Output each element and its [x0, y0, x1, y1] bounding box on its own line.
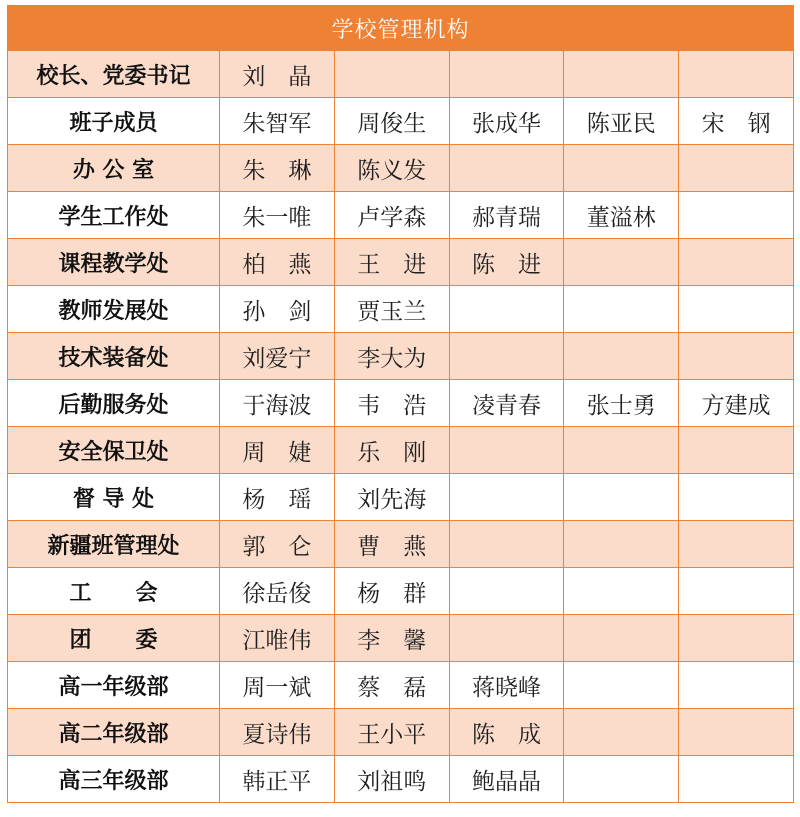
member-name-cell: 周 婕 [220, 427, 335, 474]
member-name-cell [679, 427, 794, 474]
member-name-cell [564, 709, 679, 756]
member-name-cell: 蔡 磊 [334, 662, 449, 709]
member-name-cell: 孙 剑 [220, 286, 335, 333]
member-name-cell: 朱一唯 [220, 192, 335, 239]
table-row [8, 615, 794, 662]
member-name-cell [449, 51, 564, 98]
member-name-cell [679, 521, 794, 568]
member-name-cell [679, 51, 794, 98]
member-name-cell: 柏 燕 [220, 239, 335, 286]
member-name-cell [564, 239, 679, 286]
member-name-cell [449, 474, 564, 521]
member-name-cell: 杨 瑶 [220, 474, 335, 521]
member-name-cell: 方建成 [679, 380, 794, 427]
department-name-cell: 督 导 处 [8, 474, 220, 521]
member-name-cell [449, 427, 564, 474]
member-name-cell: 陈义发 [334, 145, 449, 192]
member-name-cell [679, 568, 794, 615]
member-name-cell: 周一斌 [220, 662, 335, 709]
department-name-cell: 工 会 [8, 568, 220, 615]
department-name-cell: 教师发展处 [8, 286, 220, 333]
member-name-cell [679, 474, 794, 521]
member-name-cell [679, 662, 794, 709]
member-name-cell [449, 615, 564, 662]
member-name-cell: 曹 燕 [334, 521, 449, 568]
member-name-cell [564, 568, 679, 615]
member-name-cell: 乐 刚 [334, 427, 449, 474]
table-row [8, 239, 794, 286]
table-row [8, 427, 794, 474]
member-name-cell [679, 615, 794, 662]
department-name-cell: 高三年级部 [8, 756, 220, 803]
table-row [8, 709, 794, 756]
member-name-cell: 张成华 [449, 98, 564, 145]
table-row [8, 145, 794, 192]
table-row [8, 98, 794, 145]
member-name-cell: 陈 成 [449, 709, 564, 756]
table-row [8, 380, 794, 427]
department-name-cell: 后勤服务处 [8, 380, 220, 427]
member-name-cell: 韦 浩 [334, 380, 449, 427]
member-name-cell: 朱智军 [220, 98, 335, 145]
member-name-cell: 张士勇 [564, 380, 679, 427]
member-name-cell: 卢学森 [334, 192, 449, 239]
member-name-cell [564, 51, 679, 98]
member-name-cell [679, 192, 794, 239]
department-name-cell: 课程教学处 [8, 239, 220, 286]
member-name-cell: 李 馨 [334, 615, 449, 662]
member-name-cell [564, 756, 679, 803]
member-name-cell: 贾玉兰 [334, 286, 449, 333]
member-name-cell [679, 286, 794, 333]
member-name-cell [449, 333, 564, 380]
member-name-cell: 夏诗伟 [220, 709, 335, 756]
department-name-cell: 学生工作处 [8, 192, 220, 239]
table-row [8, 474, 794, 521]
table-header-row [8, 6, 794, 51]
department-name-cell: 班子成员 [8, 98, 220, 145]
department-name-cell: 高一年级部 [8, 662, 220, 709]
management-structure-table [7, 5, 794, 803]
member-name-cell [679, 145, 794, 192]
member-name-cell: 周俊生 [334, 98, 449, 145]
member-name-cell: 蒋晓峰 [449, 662, 564, 709]
member-name-cell: 宋 钢 [679, 98, 794, 145]
member-name-cell: 凌青春 [449, 380, 564, 427]
member-name-cell: 刘祖鸣 [334, 756, 449, 803]
member-name-cell: 王小平 [334, 709, 449, 756]
member-name-cell: 李大为 [334, 333, 449, 380]
table-row [8, 192, 794, 239]
member-name-cell: 郭 仑 [220, 521, 335, 568]
member-name-cell: 朱 琳 [220, 145, 335, 192]
member-name-cell: 杨 群 [334, 568, 449, 615]
member-name-cell [679, 333, 794, 380]
member-name-cell: 江唯伟 [220, 615, 335, 662]
member-name-cell: 董溢林 [564, 192, 679, 239]
member-name-cell: 郝青瑞 [449, 192, 564, 239]
table-row [8, 51, 794, 98]
member-name-cell [449, 521, 564, 568]
table-row [8, 521, 794, 568]
member-name-cell: 陈 进 [449, 239, 564, 286]
department-name-cell: 安全保卫处 [8, 427, 220, 474]
member-name-cell [679, 709, 794, 756]
member-name-cell [564, 521, 679, 568]
member-name-cell [564, 662, 679, 709]
member-name-cell [564, 427, 679, 474]
department-name-cell: 技术装备处 [8, 333, 220, 380]
table-row [8, 333, 794, 380]
department-name-cell: 新疆班管理处 [8, 521, 220, 568]
member-name-cell: 鲍晶晶 [449, 756, 564, 803]
member-name-cell: 于海波 [220, 380, 335, 427]
member-name-cell: 徐岳俊 [220, 568, 335, 615]
table-body [8, 51, 794, 803]
member-name-cell [679, 239, 794, 286]
member-name-cell [679, 756, 794, 803]
member-name-cell [449, 568, 564, 615]
member-name-cell [334, 51, 449, 98]
member-name-cell: 刘爱宁 [220, 333, 335, 380]
department-name-cell: 团 委 [8, 615, 220, 662]
member-name-cell: 陈亚民 [564, 98, 679, 145]
table-row [8, 286, 794, 333]
table-row [8, 568, 794, 615]
table-row [8, 662, 794, 709]
table-title: 学校管理机构 [8, 6, 794, 51]
table-row [8, 756, 794, 803]
member-name-cell [564, 286, 679, 333]
member-name-cell: 刘先海 [334, 474, 449, 521]
department-name-cell: 高二年级部 [8, 709, 220, 756]
department-name-cell: 校长、党委书记 [8, 51, 220, 98]
member-name-cell: 刘 晶 [220, 51, 335, 98]
member-name-cell [564, 474, 679, 521]
department-name-cell: 办 公 室 [8, 145, 220, 192]
member-name-cell [564, 615, 679, 662]
member-name-cell [564, 333, 679, 380]
member-name-cell: 王 进 [334, 239, 449, 286]
member-name-cell [449, 145, 564, 192]
member-name-cell [449, 286, 564, 333]
member-name-cell: 韩正平 [220, 756, 335, 803]
member-name-cell [564, 145, 679, 192]
